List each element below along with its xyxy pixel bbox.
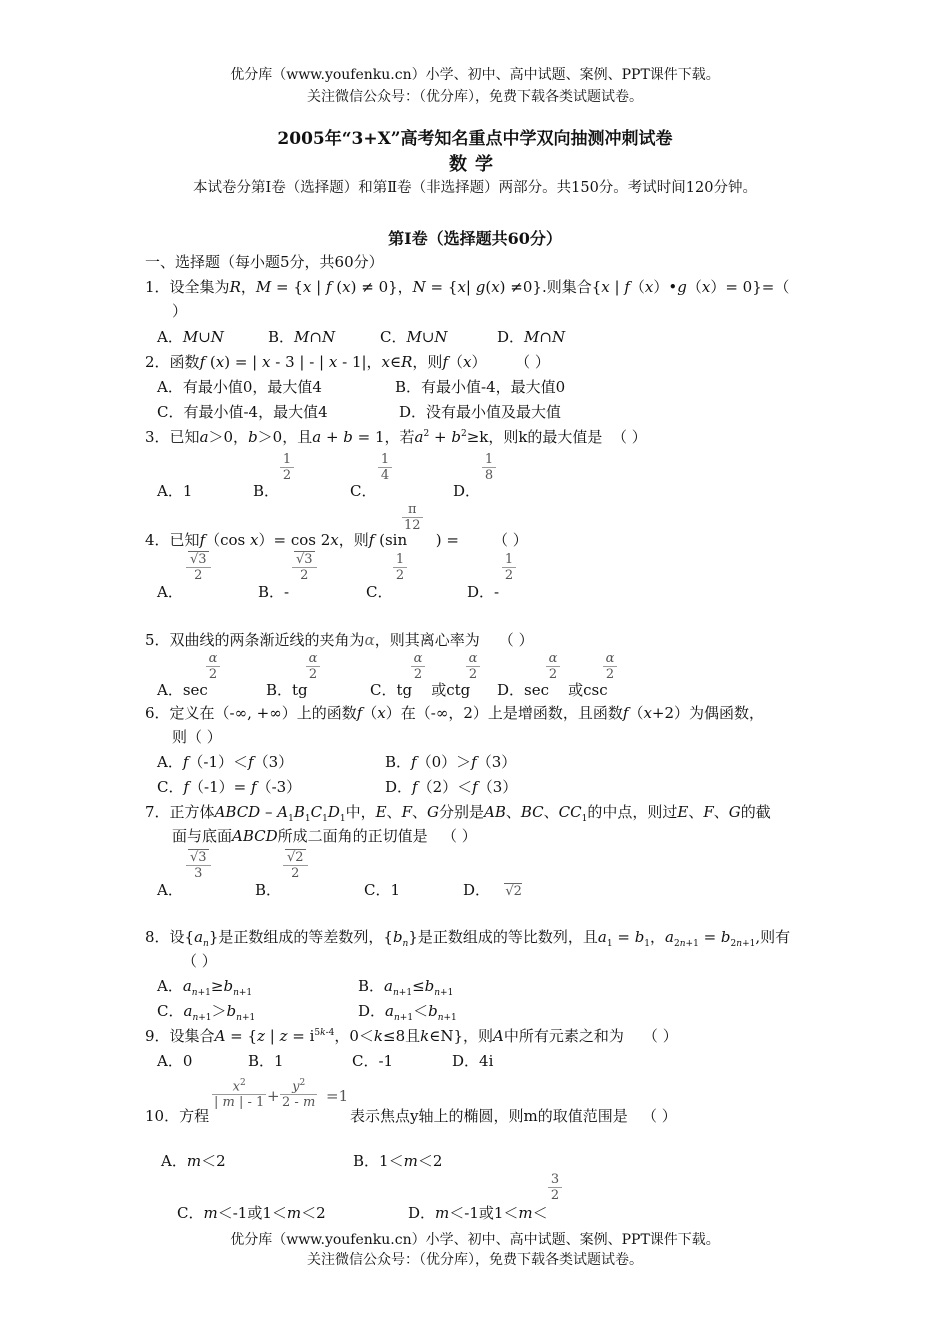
q4-fraction-b: √3 2 bbox=[292, 552, 317, 583]
exam-title: 2005年“3+X”高考知名重点中学双向抽测冲刺试卷 bbox=[277, 129, 673, 149]
q6-option-b: B．f（0）＞f（3） bbox=[385, 753, 517, 771]
q5-frac-a: α 2 bbox=[206, 651, 220, 682]
q3-option-d: D． bbox=[453, 482, 481, 500]
question-10-stem-b: 表示焦点y轴上的椭圆，则m的取值范围是 （ ） bbox=[350, 1107, 677, 1125]
question-6-stem: 6．定义在（-∞, +∞）上的函数f（x）在（-∞，2）上是增函数，且函数f（x+2）为偶函数， bbox=[145, 704, 765, 722]
q2-option-d: D．没有最小值及最大值 bbox=[399, 403, 562, 421]
q10-frac-y: $y^2$ 2 - m bbox=[282, 1078, 316, 1111]
subject-title: 数学 bbox=[449, 154, 501, 175]
q6-option-a: A．f（-1）＜f（3） bbox=[157, 753, 294, 771]
q2-option-c: C．有最小值-4，最大值4 bbox=[157, 403, 328, 421]
question-1-stem: 1．设全集为R，M = {x | f (x) ≠ 0}，N = {x| g(x) ≠0}.则集合{x | f（x）•g（x）= 0}=（ bbox=[145, 278, 790, 296]
q10-frac-x: $x^2$ | m | - 1 bbox=[214, 1078, 265, 1111]
q3-fraction-d: 1 8 bbox=[482, 452, 496, 483]
q5-frac-d2: α 2 bbox=[603, 651, 617, 682]
question-6-line2: 则（ ） bbox=[172, 728, 222, 746]
q4-option-b: B．- bbox=[258, 583, 290, 601]
question-5-stem: 5．双曲线的两条渐近线的夹角为α，则其离心率为 （ ） bbox=[145, 631, 534, 649]
q5-frac-c1: α 2 bbox=[411, 651, 425, 682]
q7-option-a: A． bbox=[157, 881, 183, 899]
q1-option-d: D．M∩N bbox=[497, 328, 566, 346]
q10-frac-3-2: 3 2 bbox=[548, 1172, 562, 1203]
q3-fraction-c: 1 4 bbox=[378, 452, 392, 483]
q6-option-c: C．f（-1）= f（-3） bbox=[157, 778, 302, 796]
q9-option-b: B．1 bbox=[248, 1052, 284, 1070]
question-2-stem: 2．函数f (x) = | x - 3 | - | x - 1|，x∈R，则f（x） （ ） bbox=[145, 353, 550, 371]
q6-option-d: D．f（2）＜f（3） bbox=[385, 778, 518, 796]
q10-option-a: A．m＜2 bbox=[161, 1152, 226, 1170]
q1-option-a: A．M∪N bbox=[157, 328, 224, 346]
q4-pi-over-12: π 12 bbox=[404, 502, 421, 533]
q5-option-b: B．tg bbox=[266, 681, 308, 699]
q10-option-d: D．m＜-1或1＜m＜ bbox=[408, 1204, 548, 1222]
q8-option-d: D．$a_{n+1}<b_{n+1}$ bbox=[358, 1002, 457, 1023]
q4-fraction-d: 1 2 bbox=[502, 552, 516, 583]
header-line-2: 关注微信公众号：（优分库），免费下载各类试题试卷。 bbox=[307, 89, 643, 105]
question-4-stem: 4．已知f（cos x）= cos 2x，则f (sin ) = bbox=[145, 531, 459, 549]
q1-option-b: B．M∩N bbox=[268, 328, 336, 346]
question-8-paren: （ ） bbox=[182, 952, 217, 970]
q8-option-a: A．$a_{n+1}\ge b_{n+1}$ bbox=[157, 977, 253, 998]
q7-option-b: B． bbox=[255, 881, 282, 899]
q5-option-c: C．tg 或ctg bbox=[370, 681, 471, 699]
q7-option-d: D． √2 bbox=[463, 881, 522, 899]
q2-option-a: A．有最小值0，最大值4 bbox=[157, 378, 322, 396]
question-1-paren: ） bbox=[172, 302, 188, 320]
q9-option-d: D．4i bbox=[452, 1052, 494, 1070]
question-7-stem: 7．正方体ABCD – $A_1B_1C_1D_1$中，E、F、G分别是AB、BC、$CC_1$的中点，则过E、F、G的截 bbox=[145, 803, 771, 824]
q4-fraction-a: √3 2 bbox=[186, 552, 211, 583]
q10-option-b: B．1＜m＜2 bbox=[353, 1152, 443, 1170]
part1-title: 第Ⅰ卷（选择题共60分） bbox=[388, 229, 562, 248]
q8-option-c: C．$a_{n+1}>b_{n+1}$ bbox=[157, 1002, 256, 1023]
section-heading: 一、选择题（每小题5分，共60分） bbox=[145, 253, 384, 271]
question-10-stem-a: 10．方程 bbox=[145, 1107, 210, 1125]
q4-option-d: D．- bbox=[467, 583, 500, 601]
q5-option-d: D．sec 或csc bbox=[497, 681, 608, 699]
q9-option-a: A．0 bbox=[157, 1052, 193, 1070]
q3-option-c: C． bbox=[350, 482, 377, 500]
q5-frac-c2: α 2 bbox=[466, 651, 480, 682]
q5-option-a: A．sec bbox=[157, 681, 208, 699]
q10-plus: + bbox=[267, 1087, 280, 1105]
q4-fraction-c: 1 2 bbox=[393, 552, 407, 583]
q9-option-c: C．-1 bbox=[352, 1052, 394, 1070]
exam-intro: 本试卷分第Ⅰ卷（选择题）和第Ⅱ卷（非选择题）两部分。共150分。考试时间120分钟。 bbox=[193, 180, 757, 196]
footer-line-2: 关注微信公众号：（优分库），免费下载各类试题试卷。 bbox=[307, 1252, 643, 1268]
question-8-stem: 8．设$\{a_n\}$是正数组成的等差数列，$\{b_n\}$是正数组成的等比数列，且$a_1 = b_1$，$a_{2n+1} = b_{2n+1}$,则有 bbox=[145, 928, 791, 949]
question-7-line2: 面与底面ABCD所成二面角的正切值是 （ ） bbox=[172, 827, 477, 845]
q4-answer-paren: （ ） bbox=[493, 531, 528, 549]
question-3-stem: 3．已知a＞0，b＞0，且a + b = 1，若$a^2 + b^2\ge k$，则k的最大值是 （ ） bbox=[145, 428, 647, 446]
q5-frac-d1: α 2 bbox=[546, 651, 560, 682]
q10-equals-one: =1 bbox=[326, 1087, 349, 1105]
q3-fraction-b: 1 2 bbox=[280, 452, 294, 483]
q2-option-b: B．有最小值-4，最大值0 bbox=[395, 378, 566, 396]
q7-frac-a: √3 3 bbox=[186, 850, 211, 881]
q7-option-c: C．1 bbox=[364, 881, 401, 899]
q1-option-c: C．M∪N bbox=[380, 328, 448, 346]
q3-option-b: B． bbox=[253, 482, 280, 500]
q10-option-c: C．m＜-1或1＜m＜2 bbox=[177, 1204, 326, 1222]
q4-option-c: C． bbox=[366, 583, 393, 601]
q7-frac-b: √2 2 bbox=[283, 850, 308, 881]
q5-frac-b: α 2 bbox=[306, 651, 320, 682]
q3-option-a: A．1 bbox=[157, 482, 193, 500]
footer-line-1: 优分库（www.youfenku.cn）小学、初中、高中试题、案例、PPT课件下载。 bbox=[230, 1232, 720, 1248]
header-line-1: 优分库（www.youfenku.cn）小学、初中、高中试题、案例、PPT课件下载。 bbox=[230, 67, 720, 83]
q4-option-a: A． bbox=[157, 583, 183, 601]
q8-option-b: B．$a_{n+1}\le b_{n+1}$ bbox=[358, 977, 454, 998]
question-9-stem: 9．设集合A = {z | $z = i^{5k-4}$，0＜k≤8且k∈N}，则A中所有元素之和为 （ ） bbox=[145, 1027, 678, 1045]
